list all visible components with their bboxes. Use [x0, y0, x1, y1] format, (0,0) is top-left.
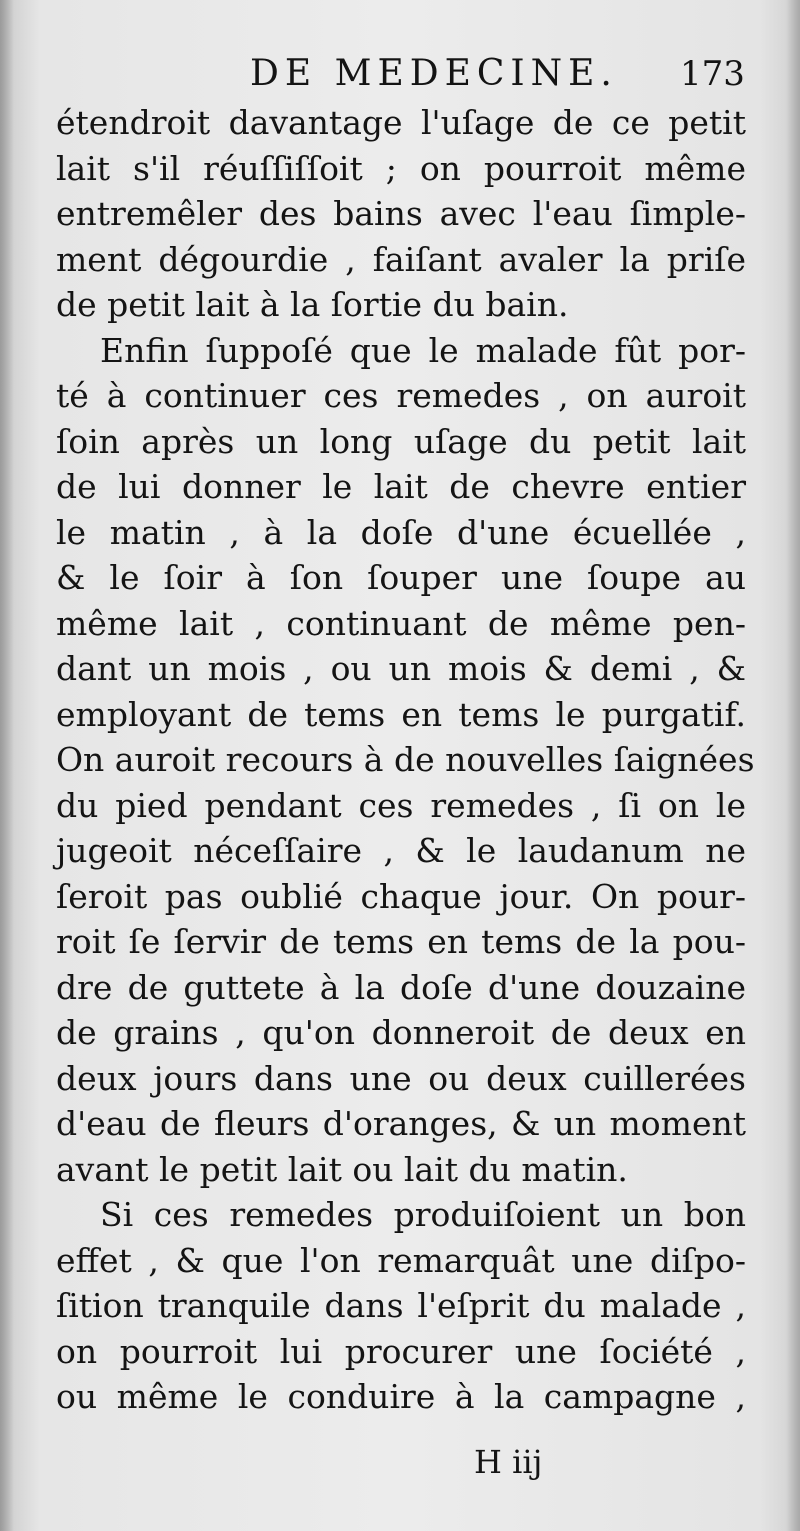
page-left-edge-shadow [0, 0, 14, 1531]
text-line: On auroit recours à de nouvelles ſaignées [56, 740, 755, 779]
text-line: d'eau de fleurs d'oranges, & un moment [56, 1104, 746, 1143]
text-line: ou même le conduire à la campagne , [56, 1377, 746, 1416]
text-line: té à continuer ces remedes , on auroit [56, 376, 746, 415]
body-text [56, 100, 755, 1420]
text-line: Si ces remedes produiſoient un bon [100, 1195, 746, 1234]
text-line: effet , & que l'on remarquât une diſpo- [56, 1240, 746, 1280]
text-line: ſoin après un long uſage du petit lait [56, 421, 746, 461]
page-number: 173 [680, 54, 745, 94]
text-line: on pourroit lui procurer une ſociété , [56, 1331, 746, 1371]
text-line: ſeroit pas oublié chaque jour. On pour- [56, 876, 746, 916]
running-title: DE MEDECINE. [250, 53, 618, 94]
text-line: de petit lait à la ſortie du bain. [56, 285, 569, 324]
text-line: & le ſoir à ſon ſouper une ſoupe au [56, 558, 746, 597]
text-line: de grains , qu'on donneroit de deux en [56, 1013, 746, 1052]
text-line: lait s'il réuſſiſſoit ; on pourroit même [56, 148, 746, 188]
text-line: Enfin ſuppoſé que le malade fût por- [100, 330, 746, 370]
text-line: ment dégourdie , faiſant avaler la priſe [56, 239, 746, 279]
text-line: employant de tems en tems le purgatif. [56, 694, 746, 734]
running-head [0, 52, 800, 96]
text-line: du pied pendant ces remedes , ſi on le [56, 785, 746, 825]
text-line: étendroit davantage l'uſage de ce petit [56, 103, 746, 142]
text-line: même lait , continuant de même pen- [56, 603, 746, 643]
text-line: roit ſe ſervir de tems en tems de la pou- [56, 922, 746, 961]
text-line: ſition tranquile dans l'eſprit du malade , [56, 1286, 746, 1325]
text-line: deux jours dans une ou deux cuillerées [56, 1058, 746, 1098]
text-line: dant un mois , ou un mois & demi , & [56, 649, 746, 688]
text-line: jugeoit néceſſaire , & le laudanum ne [56, 831, 746, 870]
text-line: le matin , à la doſe d'une écuellée , [56, 512, 746, 552]
text-line: de lui donner le lait de chevre entier [56, 467, 746, 506]
page-right-edge-shadow [786, 0, 800, 1531]
signature-mark: H iij [474, 1443, 543, 1481]
text-line: entremêler des bains avec l'eau ſimple- [56, 194, 746, 233]
text-line: dre de guttete à la doſe d'une douzaine [56, 967, 746, 1007]
text-line: avant le petit lait ou lait du matin. [56, 1149, 628, 1189]
